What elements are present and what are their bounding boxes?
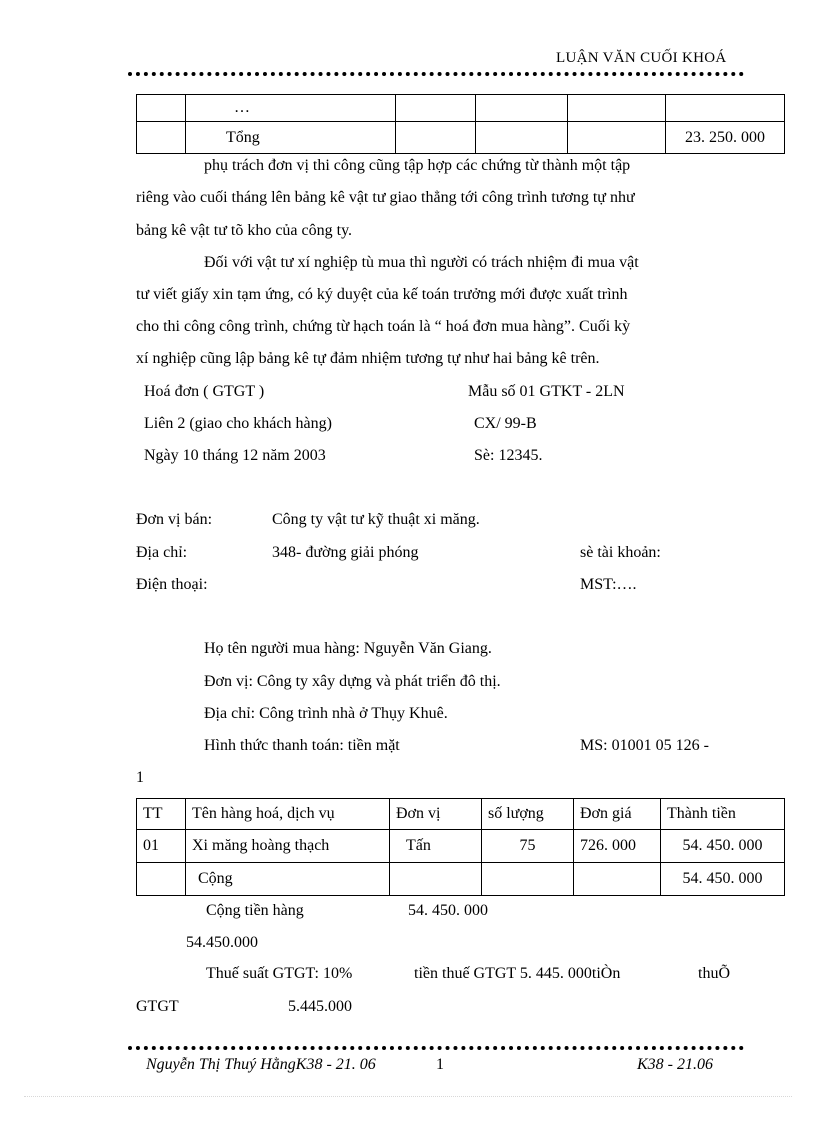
buyer-unit: Đơn vị: Công ty xây dựng và phát triển đô thị. xyxy=(204,673,501,690)
vat-word: thuÕ xyxy=(698,965,730,982)
table-cell: Cộng xyxy=(186,863,390,896)
table-cell: 01 xyxy=(137,830,186,863)
table-cell xyxy=(568,95,666,122)
page-edge-line xyxy=(24,1096,792,1097)
invoice-form-number: Mẫu số 01 GTKT - 2LN xyxy=(468,383,625,400)
table-cell xyxy=(574,863,661,896)
table-cell xyxy=(137,95,186,122)
column-header: Tên hàng hoá, dịch vụ xyxy=(186,799,390,830)
table-cell: Tổng xyxy=(186,122,396,154)
invoice-title: Hoá đơn ( GTGT ) xyxy=(144,383,265,400)
paragraph-line: xí nghiệp cũng lập bảng kê tự đảm nhiệm tương tự như hai bảng kê trên. xyxy=(136,350,600,367)
seller-address-value: 348- đường giải phóng xyxy=(272,544,419,561)
table-cell xyxy=(390,863,482,896)
table-cell xyxy=(137,863,186,896)
table-header-row xyxy=(137,799,785,830)
goods-total-value: 54. 450. 000 xyxy=(408,902,488,919)
column-header: Thành tiền xyxy=(661,799,785,830)
goods-total-value-2: 54.450.000 xyxy=(186,934,258,951)
seller-unit-value: Công ty vật tư kỹ thuật xi măng. xyxy=(272,511,480,528)
table-cell: 54. 450. 000 xyxy=(661,863,785,896)
vat-amount: tiền thuế GTGT 5. 445. 000tiÒn xyxy=(414,965,621,982)
table-row xyxy=(137,122,785,154)
seller-address-label: Địa chỉ: xyxy=(136,544,188,561)
invoice-number: Sè: 12345. xyxy=(474,447,543,464)
buyer-payment: Hình thức thanh toán: tiền mặt xyxy=(204,737,400,754)
table-row xyxy=(137,95,785,122)
table-cell: 23. 250. 000 xyxy=(666,122,785,154)
table-cell: 726. 000 xyxy=(574,830,661,863)
footer-class: K38 - 21.06 xyxy=(637,1056,713,1073)
seller-phone-label: Điện thoại: xyxy=(136,576,208,593)
table-cell: Xi măng hoàng thạch xyxy=(186,830,390,863)
column-header: Đơn vị xyxy=(390,799,482,830)
table-cell xyxy=(476,95,568,122)
table-cell: … xyxy=(186,95,396,122)
table-cell xyxy=(568,122,666,154)
table-cell xyxy=(476,122,568,154)
table-row xyxy=(137,830,785,863)
vat-label-2: GTGT xyxy=(136,998,179,1015)
column-header: TT xyxy=(137,799,186,830)
running-header: LUẬN VĂN CUỐI KHOÁ xyxy=(556,50,727,66)
table-cell: Tấn xyxy=(390,830,482,863)
paragraph-line: cho thi công công trình, chứng từ hạch toán là “ hoá đơn mua hàng”. Cuối kỳ xyxy=(136,318,631,335)
goods-total-label: Cộng tiền hàng xyxy=(206,902,304,919)
table-cell xyxy=(482,863,574,896)
paragraph-line: riêng vào cuối tháng lên bảng kê vật tư giao thẳng tới công trình tương tự như xyxy=(136,189,635,206)
table-cell xyxy=(396,122,476,154)
paragraph-line: phụ trách đơn vị thi công cũng tập hợp các chứng từ thành một tập xyxy=(204,157,631,174)
buyer-tax-code: MS: 01001 05 126 - xyxy=(580,737,709,754)
column-header: số lượng xyxy=(482,799,574,830)
invoice-date: Ngày 10 tháng 12 năm 2003 xyxy=(144,447,326,464)
buyer-address: Địa chỉ: Công trình nhà ở Thụy Khuê. xyxy=(204,705,448,722)
buyer-tax-code-cont: 1 xyxy=(136,769,144,786)
table-row xyxy=(137,863,785,896)
paragraph-line: Đối với vật tư xí nghiệp tù mua thì người có trách nhiệm đi mua vật xyxy=(204,254,639,271)
table-cell xyxy=(666,95,785,122)
table-cell: 54. 450. 000 xyxy=(661,830,785,863)
invoice-copy: Liên 2 (giao cho khách hàng) xyxy=(144,415,332,432)
column-header: Đơn giá xyxy=(574,799,661,830)
footer-author: Nguyễn Thị Thuý HằngK38 - 21. 06 xyxy=(146,1056,376,1073)
table-cell xyxy=(137,122,186,154)
buyer-name: Họ tên người mua hàng: Nguyễn Văn Giang. xyxy=(204,640,492,657)
footer-page-number: 1 xyxy=(436,1056,444,1073)
continued-table xyxy=(136,94,785,154)
seller-tax-label: MST:…. xyxy=(580,576,637,593)
paragraph-line: tư viết giấy xin tạm ứng, có ký duyệt của kế toán trưởng mới được xuất trình xyxy=(136,286,628,303)
header-divider xyxy=(128,72,744,76)
vat-rate: Thuế suất GTGT: 10% xyxy=(206,965,353,982)
footer-divider xyxy=(128,1046,744,1050)
invoice-series: CX/ 99-B xyxy=(474,415,537,432)
table-cell xyxy=(396,95,476,122)
table-cell: 75 xyxy=(482,830,574,863)
vat-value-2: 5.445.000 xyxy=(288,998,352,1015)
seller-account-label: sè tài khoản: xyxy=(580,544,661,561)
goods-table xyxy=(136,798,785,896)
paragraph-line: bảng kê vật tư tõ kho của công ty. xyxy=(136,222,353,239)
seller-unit-label: Đơn vị bán: xyxy=(136,511,213,528)
